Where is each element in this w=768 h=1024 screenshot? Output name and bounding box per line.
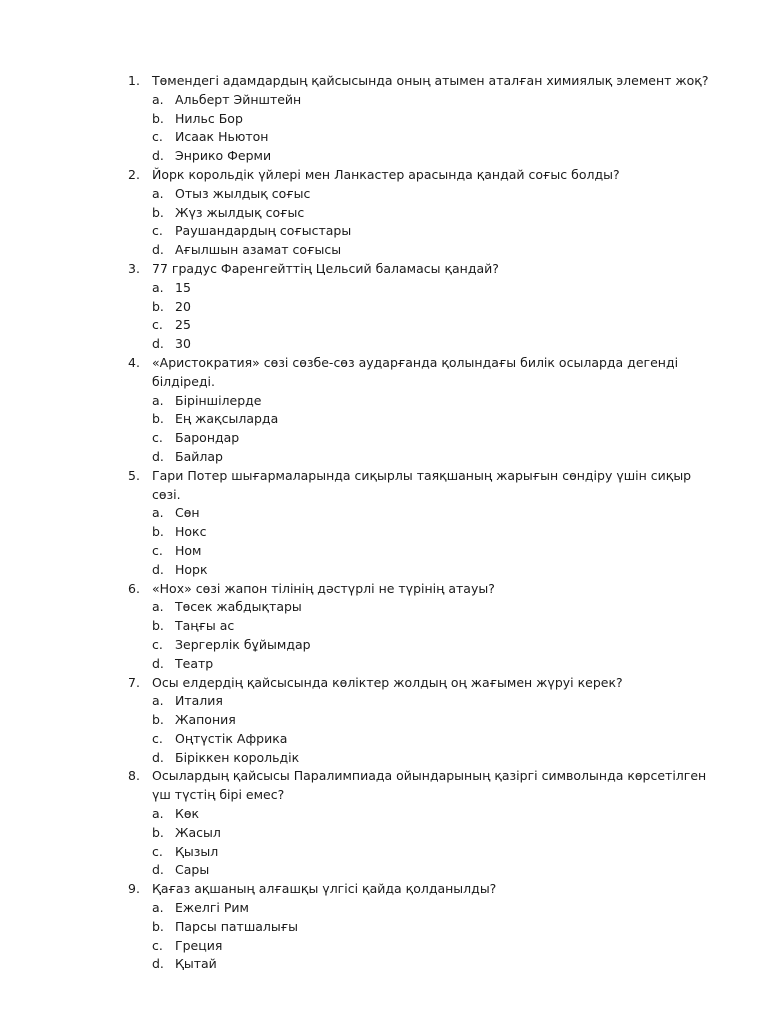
answer-option-letter: a. bbox=[152, 392, 164, 408]
answer-option-letter: c. bbox=[152, 730, 163, 746]
answer-option bbox=[0, 749, 768, 768]
answer-option bbox=[0, 955, 768, 974]
question-number: 2. bbox=[128, 166, 140, 182]
answer-option-letter: d. bbox=[152, 336, 164, 352]
quiz-question-list bbox=[0, 72, 768, 974]
answer-option-letter: a. bbox=[152, 599, 164, 615]
answer-option-text: Альберт Эйнштейн bbox=[175, 91, 302, 107]
question-text: Төмендегі адамдардың қайсысында оның атымен аталған химиялық элемент жоқ? bbox=[152, 73, 709, 88]
question-text: «Аристократия» сөзі сөзбе-сөз аударғанда қолындағы билік осыларда дегенді білдіреді. bbox=[152, 354, 679, 389]
answer-option-list bbox=[0, 392, 768, 467]
answer-option-text: Көк bbox=[175, 806, 200, 822]
quiz-question-1 bbox=[0, 72, 768, 166]
answer-option-letter: d. bbox=[152, 561, 164, 577]
answer-option bbox=[0, 429, 768, 448]
answer-option bbox=[0, 918, 768, 937]
answer-option-letter: d. bbox=[152, 242, 164, 258]
answer-option bbox=[0, 147, 768, 166]
answer-option bbox=[0, 241, 768, 260]
answer-option bbox=[0, 598, 768, 617]
answer-option-list bbox=[0, 598, 768, 673]
answer-option-letter: b. bbox=[152, 918, 164, 934]
answer-option bbox=[0, 222, 768, 241]
answer-option-text: 30 bbox=[175, 336, 191, 352]
answer-option bbox=[0, 730, 768, 749]
answer-option-text: Ең жақсыларда bbox=[175, 411, 279, 427]
question-text: «Нох» сөзі жапон тілінің дәстүрлі не түрінің атауы? bbox=[152, 580, 495, 596]
answer-option-text: Сары bbox=[175, 862, 210, 878]
answer-option bbox=[0, 91, 768, 110]
answer-option-letter: d. bbox=[152, 749, 164, 765]
answer-option bbox=[0, 298, 768, 317]
answer-option bbox=[0, 335, 768, 354]
answer-option-text: 20 bbox=[175, 298, 191, 314]
answer-option bbox=[0, 561, 768, 580]
answer-option-text: Жүз жылдық соғыс bbox=[175, 204, 305, 220]
answer-option-letter: b. bbox=[152, 411, 164, 427]
answer-option-letter: a. bbox=[152, 185, 164, 201]
answer-option-list bbox=[0, 692, 768, 767]
answer-option bbox=[0, 128, 768, 147]
answer-option-list bbox=[0, 279, 768, 354]
answer-option-letter: a. bbox=[152, 806, 164, 822]
answer-option-letter: b. bbox=[152, 712, 164, 728]
question-text: Қағаз ақшаның алғашқы үлгісі қайда қолданылды? bbox=[152, 881, 497, 897]
answer-option bbox=[0, 523, 768, 542]
question-text: Йорк корольдік үйлері мен Ланкастер арасында қандай соғыс болды? bbox=[152, 166, 620, 182]
answer-option-letter: d. bbox=[152, 862, 164, 878]
answer-option-text: Қытай bbox=[175, 956, 217, 972]
answer-option bbox=[0, 843, 768, 862]
question-number: 3. bbox=[128, 260, 140, 276]
answer-option-list bbox=[0, 185, 768, 260]
answer-option-letter: c. bbox=[152, 317, 163, 333]
answer-option-text: Таңғы ас bbox=[175, 618, 235, 634]
answer-option-letter: c. bbox=[152, 843, 163, 859]
answer-option-letter: b. bbox=[152, 110, 164, 126]
answer-option bbox=[0, 448, 768, 467]
answer-option-list bbox=[0, 91, 768, 166]
answer-option-text: Греция bbox=[175, 937, 223, 953]
answer-option-text: Театр bbox=[175, 655, 214, 671]
answer-option bbox=[0, 504, 768, 523]
answer-option bbox=[0, 204, 768, 223]
answer-option bbox=[0, 899, 768, 918]
answer-option bbox=[0, 617, 768, 636]
answer-option-text: Байлар bbox=[175, 448, 223, 464]
answer-option-text: Біріншілерде bbox=[175, 392, 262, 408]
answer-option-letter: b. bbox=[152, 204, 164, 220]
answer-option-text: Төсек жабдықтары bbox=[175, 599, 302, 615]
answer-option-letter: c. bbox=[152, 937, 163, 953]
answer-option-text: Нильс Бор bbox=[175, 110, 243, 126]
answer-option bbox=[0, 805, 768, 824]
answer-option-letter: a. bbox=[152, 505, 164, 521]
answer-option bbox=[0, 711, 768, 730]
answer-option-letter: d. bbox=[152, 956, 164, 972]
answer-option-list bbox=[0, 504, 768, 579]
answer-option-text: Норк bbox=[175, 561, 208, 577]
answer-option-text: 25 bbox=[175, 317, 191, 333]
answer-option-letter: d. bbox=[152, 655, 164, 671]
question-text: Осы елдердің қайсысында көліктер жолдың оң жағымен жүруі керек? bbox=[152, 674, 623, 690]
answer-option-text: Исаак Ньютон bbox=[175, 129, 269, 145]
quiz-question-8 bbox=[0, 767, 768, 880]
quiz-question-9 bbox=[0, 880, 768, 974]
answer-option-text: Жапония bbox=[175, 712, 236, 728]
answer-option-text: Сөн bbox=[175, 505, 200, 521]
quiz-question-4 bbox=[0, 354, 768, 467]
answer-option bbox=[0, 636, 768, 655]
answer-option bbox=[0, 185, 768, 204]
answer-option-letter: c. bbox=[152, 636, 163, 652]
answer-option-text: Италия bbox=[175, 693, 223, 709]
question-number: 6. bbox=[128, 580, 140, 596]
answer-option-letter: a. bbox=[152, 91, 164, 107]
answer-option-letter: d. bbox=[152, 448, 164, 464]
question-number: 8. bbox=[128, 768, 140, 784]
answer-option-text: Ежелгі Рим bbox=[175, 900, 249, 916]
question-number: 4. bbox=[128, 354, 140, 370]
answer-option-letter: b. bbox=[152, 524, 164, 540]
quiz-question-3 bbox=[0, 260, 768, 354]
answer-option-letter: b. bbox=[152, 618, 164, 634]
question-number: 5. bbox=[128, 467, 140, 483]
answer-option-text: Нокс bbox=[175, 524, 207, 540]
answer-option bbox=[0, 655, 768, 674]
answer-option-text: Раушандардың соғыстары bbox=[175, 223, 352, 239]
answer-option-text: Зергерлік бұйымдар bbox=[175, 636, 311, 652]
answer-option bbox=[0, 316, 768, 335]
quiz-question-6 bbox=[0, 580, 768, 674]
answer-option bbox=[0, 861, 768, 880]
answer-option-text: Жасыл bbox=[175, 824, 221, 840]
answer-option-text: Оңтүстік Африка bbox=[175, 730, 288, 746]
question-text: 77 градус Фаренгейттің Цельсий баламасы қандай? bbox=[152, 260, 499, 276]
answer-option bbox=[0, 410, 768, 429]
answer-option-letter: c. bbox=[152, 542, 163, 558]
answer-option-letter: c. bbox=[152, 223, 163, 239]
answer-option-letter: a. bbox=[152, 279, 164, 295]
answer-option-letter: c. bbox=[152, 430, 163, 446]
answer-option-letter: a. bbox=[152, 900, 164, 916]
question-number: 7. bbox=[128, 674, 140, 690]
answer-option bbox=[0, 110, 768, 129]
answer-option-list bbox=[0, 899, 768, 974]
answer-option-text: 15 bbox=[175, 279, 191, 295]
answer-option bbox=[0, 279, 768, 298]
answer-option-letter: b. bbox=[152, 824, 164, 840]
quiz-question-7 bbox=[0, 674, 768, 768]
answer-option bbox=[0, 937, 768, 956]
answer-option bbox=[0, 392, 768, 411]
answer-option bbox=[0, 824, 768, 843]
answer-option-text: Энрико Ферми bbox=[175, 148, 272, 164]
answer-option-text: Парсы патшалығы bbox=[175, 918, 299, 934]
quiz-question-2 bbox=[0, 166, 768, 260]
answer-option-text: Ном bbox=[175, 542, 202, 558]
answer-option-list bbox=[0, 805, 768, 880]
answer-option-letter: a. bbox=[152, 693, 164, 709]
answer-option-text: Ағылшын азамат соғысы bbox=[175, 242, 342, 258]
answer-option-text: Барондар bbox=[175, 430, 240, 446]
answer-option bbox=[0, 692, 768, 711]
answer-option-text: Қызыл bbox=[175, 843, 219, 859]
question-text: Гари Потер шығармаларында сиқырлы таяқшаның жарығын сөндіру үшін сиқыр сөзі. bbox=[152, 467, 692, 502]
answer-option bbox=[0, 542, 768, 561]
answer-option-text: Отыз жылдық соғыс bbox=[175, 185, 311, 201]
answer-option-letter: c. bbox=[152, 129, 163, 145]
quiz-question-5 bbox=[0, 467, 768, 580]
question-text: Осылардың қайсысы Паралимпиада ойындарының қазіргі символында көрсетілген үш түстің бірі емес? bbox=[152, 768, 707, 803]
question-number: 9. bbox=[128, 881, 140, 897]
answer-option-letter: d. bbox=[152, 148, 164, 164]
answer-option-text: Біріккен корольдік bbox=[175, 749, 300, 765]
question-number: 1. bbox=[128, 73, 140, 88]
answer-option-letter: b. bbox=[152, 298, 164, 314]
